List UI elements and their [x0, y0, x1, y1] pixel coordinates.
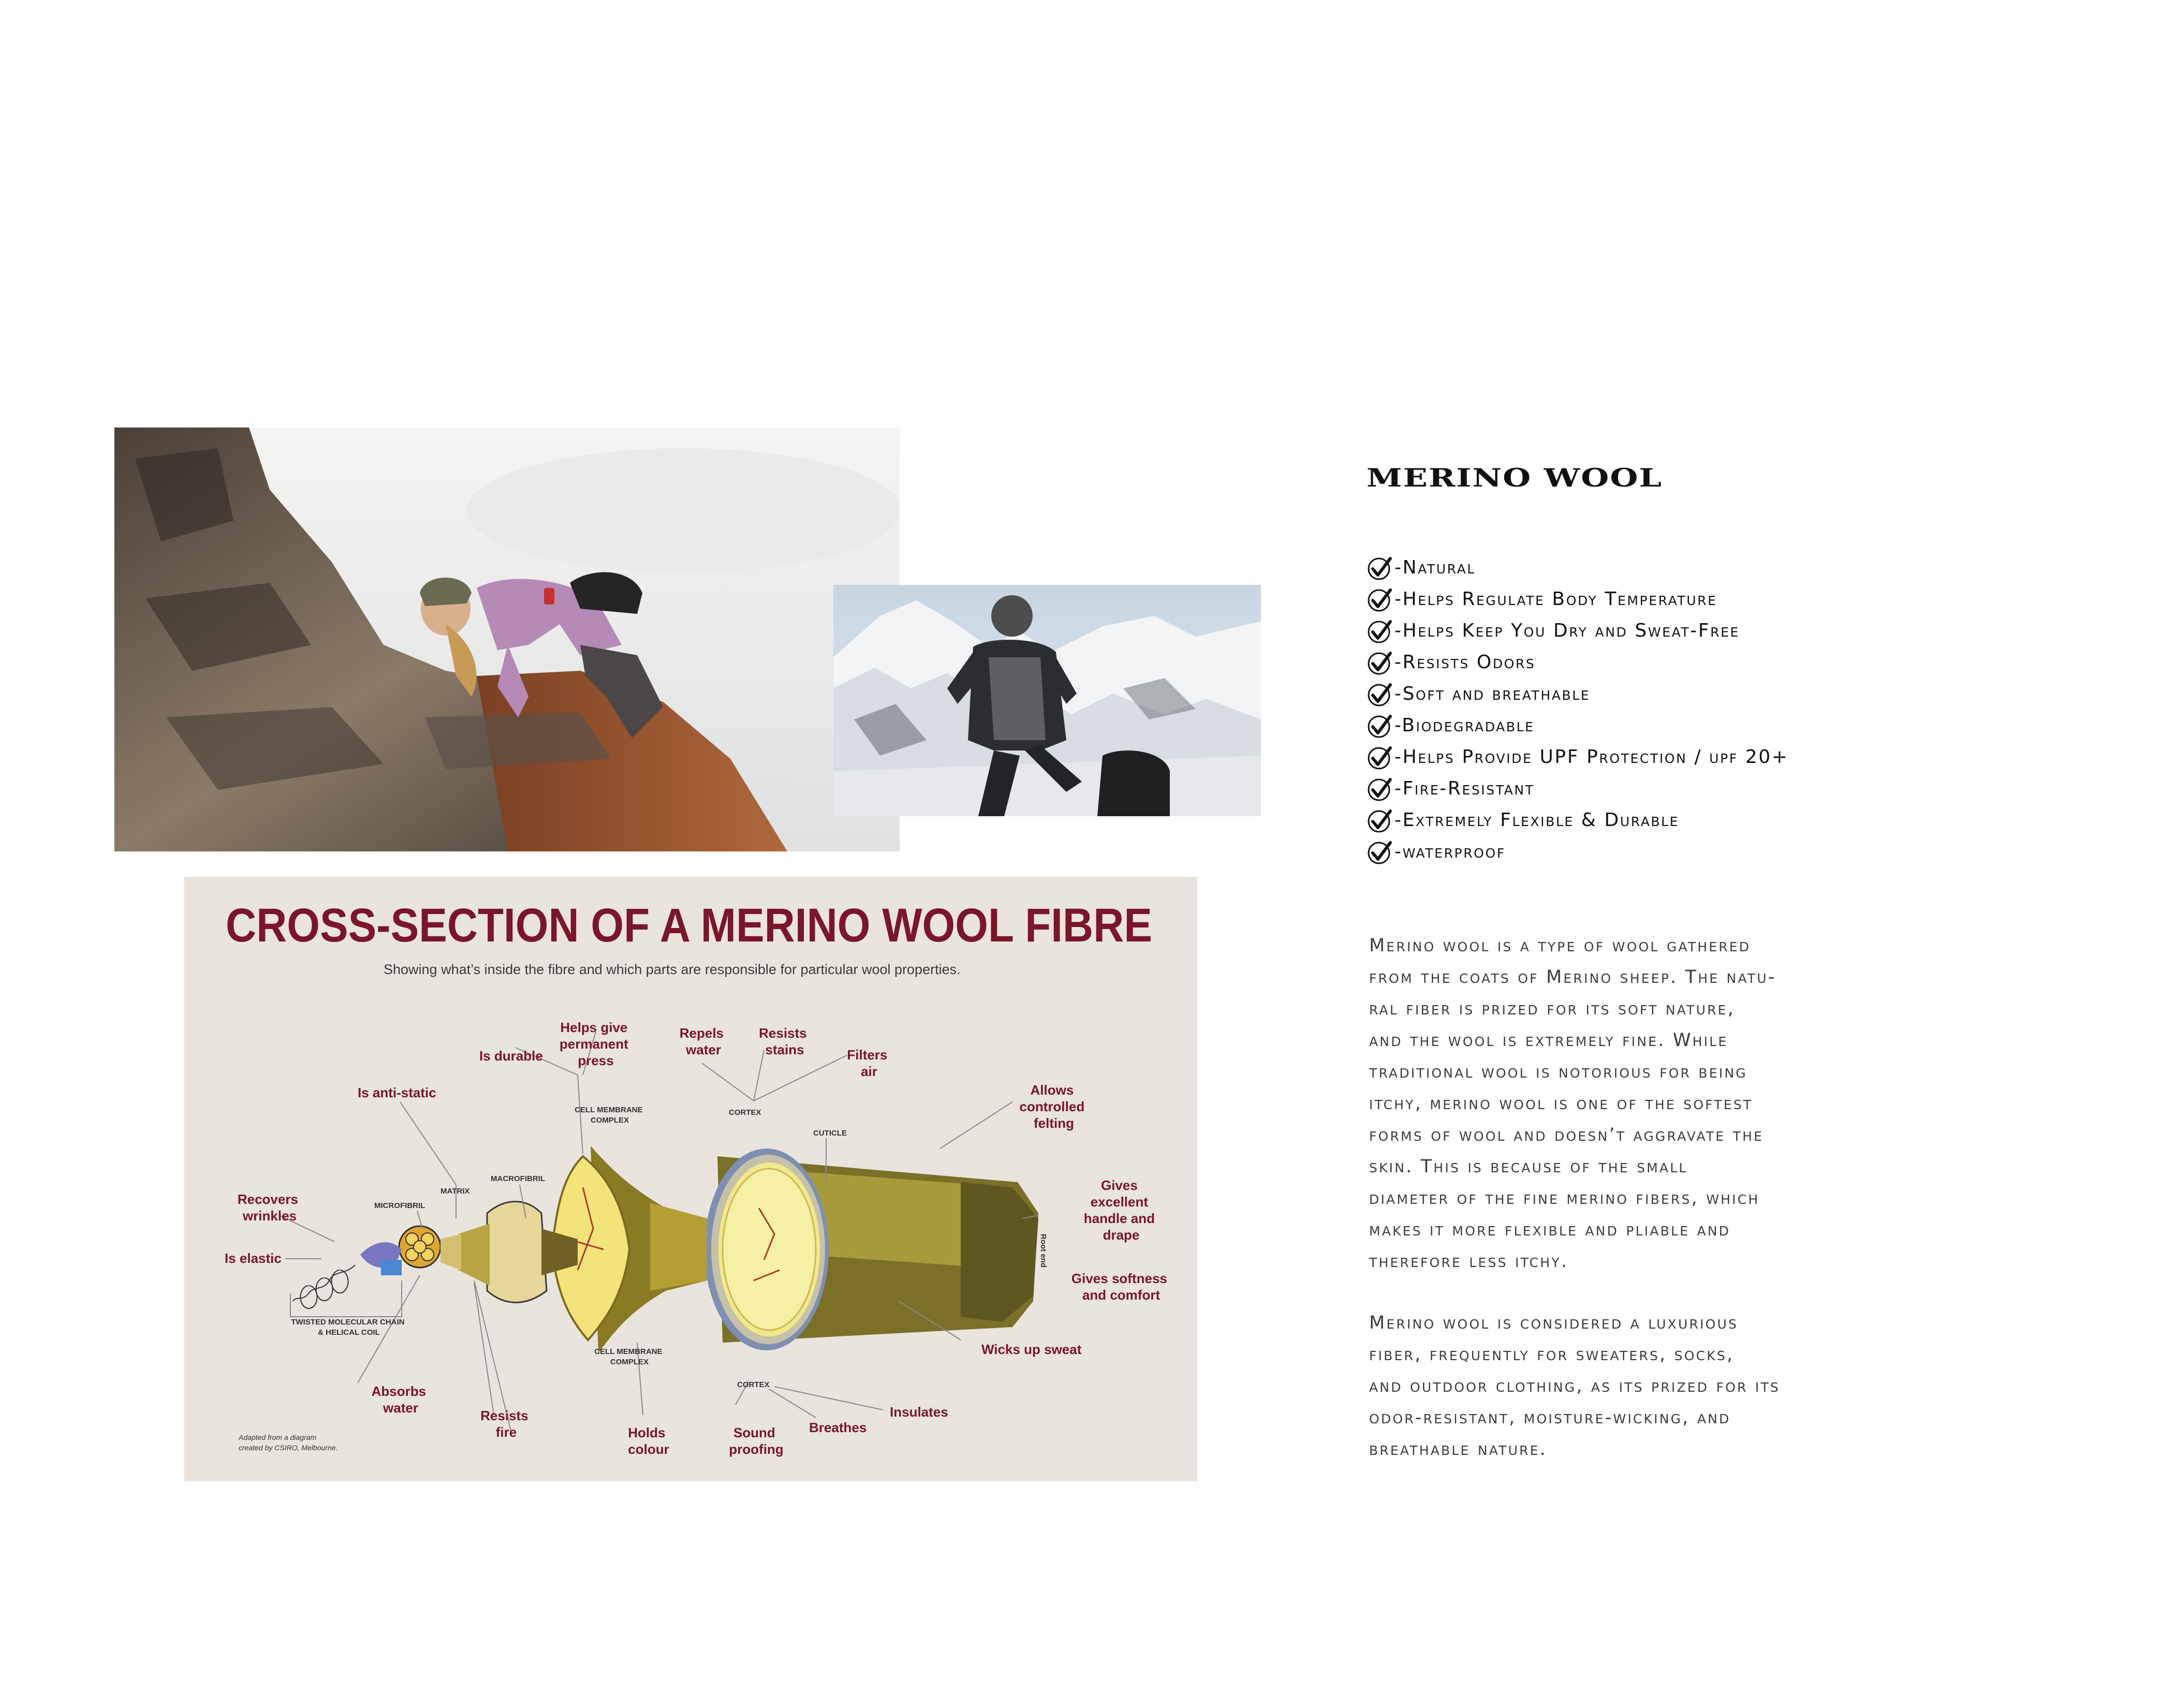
svg-text:Resists stains — [759, 1025, 811, 1057]
svg-text:Gives excellent ha — [1084, 1177, 1158, 1243]
svg-text:Filters air — [847, 1047, 891, 1079]
feature-list — [1367, 552, 1789, 867]
svg-text:CELL MEMBRANE COMPLEX — [575, 1106, 645, 1125]
paragraph-line: fiber, frequently for sweaters, socks, — [1369, 1344, 1735, 1365]
label-resists-stains-2: stains — [765, 1042, 804, 1057]
feature-item — [1367, 552, 1789, 583]
feature-label: -Helps Provide UPF Protection / upf 20+ — [1394, 746, 1789, 768]
checkmark-icon — [1367, 807, 1393, 834]
paragraph-line: makes it more flexible and pliable and — [1369, 1219, 1731, 1240]
struct-cuticle: CUTICLE — [813, 1129, 847, 1138]
feature-label: -Natural — [1394, 557, 1476, 578]
label-holds-1: Holds — [628, 1425, 666, 1440]
checkmark-icon — [1367, 681, 1393, 708]
paragraph-line: traditional wool is notorious for being — [1369, 1062, 1747, 1082]
svg-text:Holds colour — [628, 1425, 669, 1457]
struct-macrofibril: MACROFIBRIL — [491, 1174, 545, 1183]
label-gives-excellent-4: drape — [1103, 1227, 1140, 1243]
label-filters-2: air — [861, 1064, 877, 1079]
struct-matrix: MATRIX — [440, 1187, 470, 1196]
paragraph-line: therefore less itchy. — [1369, 1251, 1569, 1272]
paragraph-line: and outdoor clothing, as its prized for its — [1369, 1376, 1780, 1396]
label-helps-give-2: permanent — [559, 1036, 628, 1052]
paragraph-line: diameter of the fine merino fibers, which — [1369, 1188, 1760, 1209]
label-wicks: Wicks up sweat — [981, 1342, 1082, 1357]
svg-text:Adapted from a diagram c — [238, 1433, 337, 1452]
checkmark-icon — [1367, 744, 1393, 771]
credit-1: Adapted from a diagram — [239, 1433, 317, 1441]
struct-cell-membrane-bottom-2: COMPLEX — [610, 1358, 649, 1366]
label-recovers-2: wrinkles — [242, 1208, 297, 1224]
feature-item — [1367, 741, 1789, 773]
feature-label: -Soft and breathable — [1394, 683, 1591, 704]
feature-item — [1367, 678, 1789, 710]
label-resists-fire-2: fire — [495, 1424, 517, 1440]
label-allows-2: controlled — [1019, 1099, 1085, 1114]
svg-text:Allows controlled — [1020, 1082, 1089, 1131]
feature-item — [1367, 710, 1789, 741]
label-helps-give-1: Helps give — [560, 1020, 628, 1035]
credit-2: created by CSIRO, Melbourne. — [239, 1444, 338, 1452]
label-anti-static: Is anti-static — [358, 1085, 436, 1100]
label-gives-excellent-1: Gives — [1100, 1177, 1138, 1193]
label-filters-1: Filters — [847, 1047, 888, 1063]
struct-cortex-bottom: CORTEX — [737, 1380, 770, 1389]
svg-text:Gives softness and comfo — [1071, 1271, 1171, 1303]
feature-label: -Extremely Flexible & Durable — [1394, 809, 1680, 831]
struct-microfibril: MICROFIBRIL — [374, 1201, 425, 1210]
label-absorbs-1: Absorbs — [371, 1383, 427, 1399]
label-sound-1: Sound — [733, 1425, 775, 1440]
climber-photo — [114, 428, 900, 851]
checkmark-icon — [1367, 554, 1393, 581]
label-absorbs-2: water — [383, 1400, 418, 1416]
paragraph-line: Merino wool is considered a luxurious — [1369, 1313, 1739, 1333]
struct-cell-membrane-top-1: CELL MEMBRANE — [575, 1106, 643, 1114]
diagram-title: CROSS-SECTION OF A MERINO WOOL FIBRE — [226, 899, 1152, 952]
paragraph-line: forms of wool and doesn’t aggravate the — [1369, 1125, 1764, 1145]
feature-label: -Resists Odors — [1394, 652, 1536, 673]
feature-item — [1367, 615, 1789, 646]
svg-text:CELL MEMBRANE COMPLEX — [594, 1347, 665, 1366]
intro-paragraph — [1369, 930, 1964, 1277]
label-is-elastic: Is elastic — [225, 1250, 282, 1266]
paragraph-line: odor-resistant, moisture-wicking, and — [1369, 1407, 1731, 1428]
svg-text:Helps give permanent — [560, 1020, 632, 1068]
struct-twisted-2: & HELICAL COIL — [318, 1328, 380, 1337]
snow-mountain-photo — [833, 585, 1261, 816]
feature-item — [1367, 583, 1789, 615]
label-gives-softness-2: and comfort — [1082, 1287, 1161, 1303]
feature-label: -Fire-Resistant — [1394, 778, 1535, 799]
struct-cell-membrane-bottom-1: CELL MEMBRANE — [594, 1347, 663, 1356]
paragraph-line: itchy, merino wool is one of the softest — [1369, 1093, 1753, 1114]
feature-label: -Helps Keep You Dry and Sweat-Free — [1394, 620, 1740, 641]
label-repels-1: Repels — [679, 1025, 724, 1041]
struct-cortex-top: CORTEX — [729, 1108, 761, 1117]
checkmark-icon — [1367, 617, 1393, 644]
feature-item — [1367, 804, 1789, 836]
feature-item — [1367, 836, 1789, 867]
checkmark-icon — [1367, 775, 1393, 802]
label-gives-softness-1: Gives softness — [1071, 1271, 1167, 1286]
paragraph-line: Merino wool is a type of wool gathered — [1369, 935, 1751, 956]
feature-label: -waterproof — [1394, 841, 1506, 862]
diagram-subtitle: Showing what’s inside the fibre and which parts are responsible for particular wool properties. — [384, 962, 961, 977]
label-breathes: Breathes — [809, 1420, 867, 1435]
label-insulates: Insulates — [890, 1404, 948, 1420]
svg-text:Absorbs water — [372, 1383, 430, 1416]
label-is-durable: Is durable — [479, 1048, 543, 1064]
label-allows-3: felting — [1034, 1115, 1074, 1131]
label-gives-excellent-3: handle and — [1083, 1211, 1155, 1226]
paragraph-line: ral fiber is prized for its soft nature, — [1369, 998, 1735, 1019]
feature-item — [1367, 773, 1789, 804]
checkmark-icon — [1367, 712, 1393, 739]
label-holds-2: colour — [628, 1441, 669, 1457]
checkmark-icon — [1367, 838, 1393, 865]
svg-text:Repels water — [680, 1025, 728, 1057]
svg-text:Resists fire — [480, 1408, 532, 1440]
usage-paragraph — [1369, 1307, 1964, 1465]
feature-label: -Biodegradable — [1394, 715, 1535, 736]
label-resists-stains-1: Resists — [759, 1025, 807, 1041]
feature-label: -Helps Regulate Body Temperature — [1394, 588, 1717, 610]
label-helps-give-3: press — [578, 1053, 614, 1068]
label-resists-fire-1: Resists — [480, 1408, 528, 1423]
paragraph-line: breathable nature. — [1369, 1439, 1547, 1460]
svg-text:Sound proofing — [729, 1425, 783, 1457]
struct-twisted-1: TWISTED MOLECULAR CHAIN — [291, 1318, 405, 1327]
fibre-diagram — [184, 877, 1197, 1481]
paragraph-line: and the wool is extremely fine. While — [1369, 1030, 1728, 1051]
paragraph-line: from the coats of Merino sheep. The natu- — [1369, 967, 1776, 988]
paragraph-line: skin. This is because of the small — [1369, 1156, 1688, 1177]
label-repels-2: water — [686, 1042, 721, 1057]
label-sound-2: proofing — [729, 1441, 784, 1457]
label-allows-1: Allows — [1030, 1082, 1074, 1098]
struct-root-end: Root end — [1039, 1234, 1048, 1268]
feature-item — [1367, 646, 1789, 678]
page-title: MERINO WOOL — [1367, 463, 1663, 493]
checkmark-icon — [1367, 649, 1393, 676]
label-recovers-1: Recovers — [237, 1191, 298, 1207]
checkmark-icon — [1367, 586, 1393, 613]
label-gives-excellent-2: excellent — [1090, 1194, 1149, 1210]
svg-text:Recovers wrinkles — [238, 1191, 302, 1224]
struct-cell-membrane-top-2: COMPLEX — [590, 1116, 629, 1125]
